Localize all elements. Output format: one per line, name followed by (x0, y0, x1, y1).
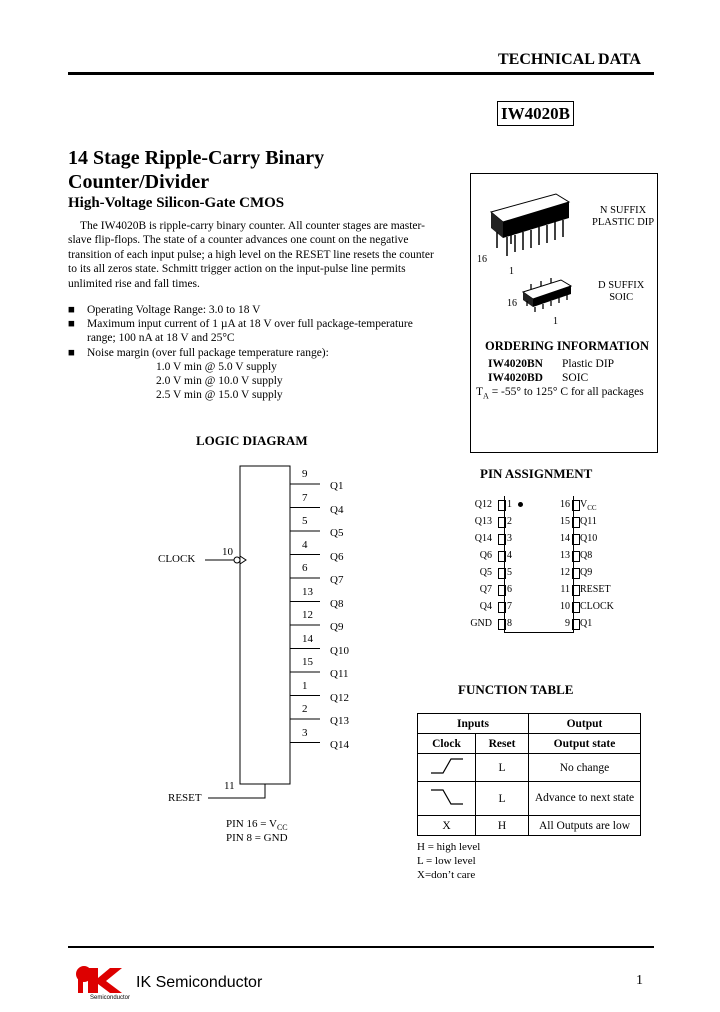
cell-clock: X (418, 816, 476, 836)
subtitle: High-Voltage Silicon-Gate CMOS (68, 195, 285, 211)
order-package: SOIC (562, 372, 589, 384)
output-name-q14: Q14 (330, 738, 349, 751)
noise-value: 2.5 V min @ 15.0 V supply (156, 389, 283, 402)
pin-number: 11 (560, 584, 570, 595)
part-number: IW4020B (497, 101, 574, 126)
pin-left-row (440, 617, 520, 631)
pin-left-row (440, 498, 520, 512)
reset-pin: 11 (224, 780, 235, 792)
cell-state: All Outputs are low (529, 816, 641, 836)
legend-item: X=don’t care (417, 869, 476, 881)
table-row (418, 782, 641, 816)
footer-rule (68, 946, 654, 948)
pin-right-row (552, 583, 632, 597)
d-suffix: D SUFFIX (598, 280, 645, 291)
description-line: unlimited rise and fall times. (68, 277, 200, 290)
col-state: Output state (529, 734, 641, 754)
n-type: PLASTIC DIP (592, 217, 655, 228)
table-legend (417, 840, 480, 882)
pin-name: Q11 (580, 516, 597, 527)
order-package: Plastic DIP (562, 358, 615, 370)
dip-pin16-label: 16 (477, 254, 487, 265)
description-line: transition of each input pulse; a high level on the RESET line resets the counter (68, 248, 434, 261)
pin-right-row (552, 532, 632, 546)
pin-stub (498, 585, 506, 596)
n-suffix: N SUFFIX (599, 205, 647, 216)
cell-reset: L (476, 782, 529, 816)
pin-stub (498, 568, 506, 579)
feature-noise: Noise margin (over full package temperature range): (87, 346, 329, 359)
dip-package-icon (477, 194, 569, 277)
pin-stub (572, 585, 580, 596)
feature-voltage: Operating Voltage Range: 3.0 to 18 V (87, 304, 261, 316)
output-name-q9: Q9 (330, 621, 344, 633)
pin-number: 7 (507, 601, 512, 612)
output-pin-q7: 6 (302, 562, 308, 574)
pin-stub (498, 500, 506, 511)
pin-left-row (440, 583, 520, 597)
header-inputs: Inputs (418, 714, 529, 734)
pin-name: GND (470, 618, 492, 629)
description (68, 219, 457, 291)
output-name-q8: Q8 (330, 597, 344, 610)
pin-name: Q10 (580, 533, 598, 544)
pin-stub (498, 534, 506, 545)
pin-stub (572, 500, 580, 511)
pin-number: 2 (507, 516, 512, 527)
title-line-2: Counter/Divider (68, 171, 210, 193)
temp-range: = -55° to 125° C for all packages (488, 386, 644, 398)
description-line: slave flip-flops. The state of a counter advances one count on the negative (68, 234, 409, 247)
header-output: Output (529, 714, 641, 734)
pin-name: V (580, 499, 588, 510)
clock-pin: 10 (222, 546, 233, 558)
noise-value: 1.0 V min @ 5.0 V supply (156, 360, 277, 373)
ordering-row (488, 357, 614, 371)
temp-note (476, 386, 644, 400)
pin-left-row (440, 549, 520, 563)
feature-current: Maximum input current of 1 µA at 18 V over full package-temperature (87, 318, 413, 331)
pin-right-row (552, 549, 632, 563)
pin-stub (498, 551, 506, 562)
pin-right-row (552, 498, 632, 512)
pin-left-row (440, 532, 520, 546)
pin-number: 13 (560, 550, 570, 561)
n-suffix-label (592, 205, 654, 229)
page-number: 1 (636, 973, 643, 988)
pin8-note: PIN 8 = GND (226, 832, 288, 844)
page-title (68, 146, 324, 194)
logic-diagram-title: LOGIC DIAGRAM (196, 433, 308, 448)
header-rule (68, 72, 654, 75)
output-name-q4: Q4 (330, 503, 344, 516)
rising-edge-icon (418, 754, 476, 782)
pin-name: Q8 (580, 550, 593, 561)
pin-number: 12 (560, 567, 570, 578)
output-name-q13: Q13 (330, 715, 349, 727)
dip-pin1-label: 1 (509, 266, 514, 277)
feature-item-cont: range; 100 nA at 18 V and 25°C (87, 332, 235, 345)
d-type: SOIC (609, 292, 634, 303)
output-name-q12: Q12 (330, 691, 349, 704)
logo-sub: Semiconductor (90, 995, 130, 1000)
output-name-q7: Q7 (330, 574, 344, 586)
output-name-q10: Q10 (330, 644, 349, 657)
pin16-note (226, 818, 288, 832)
pin-stub (498, 602, 506, 613)
pin-number: 10 (560, 601, 570, 612)
pin-right-row (552, 566, 632, 580)
function-table-title: FUNCTION TABLE (458, 682, 574, 697)
col-clock: Clock (418, 734, 476, 754)
d-suffix-label (598, 280, 644, 304)
pin-stub (498, 517, 506, 528)
order-part: IW4020BN (488, 358, 543, 370)
output-pin-q6: 4 (302, 538, 308, 551)
pin16-text: PIN 16 = V (226, 818, 277, 830)
falling-edge-icon (418, 782, 476, 816)
pin-number: 8 (507, 618, 512, 629)
temp-symbol: T (476, 386, 484, 398)
temp-sub: A (483, 391, 489, 401)
pin-right-row (552, 617, 632, 631)
table-row (418, 754, 641, 782)
pin-number: 14 (560, 533, 570, 544)
pin-stub (572, 517, 580, 528)
header-label: TECHNICAL DATA (498, 51, 641, 68)
pin-right-row (552, 515, 632, 529)
pin-name: Q14 (474, 533, 492, 544)
ordering-title: ORDERING INFORMATION (485, 339, 650, 353)
pin-left-row (440, 566, 520, 580)
cell-reset: H (476, 816, 529, 836)
output-pin-q1: 9 (302, 468, 308, 480)
description-line: to its all zeros state. Schmitt trigger action on the input-pulse line permits (68, 263, 406, 276)
table-row (418, 816, 641, 836)
pin-number: 3 (507, 533, 512, 544)
clock-label: CLOCK (158, 553, 196, 565)
pin-name: Q12 (474, 499, 492, 510)
output-pin-q12: 1 (302, 679, 308, 692)
pin-stub (572, 602, 580, 613)
package-drawings (471, 174, 655, 334)
pin-stub (572, 568, 580, 579)
legend-item: H = high level (417, 841, 481, 853)
pin-name: Q13 (474, 516, 492, 527)
pin-number: 5 (507, 567, 512, 578)
pin-number: 16 (560, 499, 570, 510)
pin-number: 6 (507, 584, 512, 595)
noise-value: 2.0 V min @ 10.0 V supply (156, 375, 283, 388)
pin-name: Q4 (479, 601, 492, 612)
pin-name: Q7 (479, 584, 492, 595)
output-name-q11: Q11 (330, 668, 349, 680)
pin-number: 1 (507, 499, 512, 510)
output-pin-q10: 14 (302, 632, 313, 645)
pin-right-row (552, 600, 632, 614)
col-reset: Reset (476, 734, 529, 754)
pin-stub (572, 619, 580, 630)
output-pin-q14: 3 (302, 726, 308, 739)
pin-number: 15 (560, 516, 570, 527)
pin-name-sub: CC (587, 504, 597, 512)
pin-stub (498, 619, 506, 630)
legend-item: L = low level (417, 855, 476, 867)
function-table (417, 713, 641, 836)
output-pin-q9: 12 (302, 609, 313, 621)
pin-name: Q9 (580, 567, 593, 578)
pin-left-row (440, 600, 520, 614)
output-pin-q4: 7 (302, 491, 308, 504)
pin-left-row (440, 515, 520, 529)
feature-item: ■ Maximum input current of 1 µA at 18 V over full package-temperature (68, 318, 413, 331)
output-name-q1: Q1 (330, 480, 344, 492)
feature-item: ■ Noise margin (over full package temperature range): (68, 346, 329, 359)
pin-name: Q6 (479, 550, 492, 561)
output-pin-q13: 2 (302, 703, 308, 715)
ordering-row (488, 371, 614, 385)
company-name: IK Semiconductor (136, 974, 263, 991)
description-line: The IW4020B is ripple-carry binary counter. All counter stages are master- (80, 220, 425, 232)
output-name-q5: Q5 (330, 527, 344, 539)
pin-stub (572, 551, 580, 562)
output-pin-q11: 15 (302, 656, 313, 668)
pin-number: 9 (565, 618, 570, 629)
ordering-list (488, 357, 614, 385)
pin-name: Q5 (479, 567, 492, 578)
pin-name: RESET (580, 584, 611, 595)
cell-state: Advance to next state (529, 782, 641, 816)
pin-name: CLOCK (580, 601, 614, 612)
pin16-sub: CC (276, 823, 288, 833)
cell-state: No change (529, 754, 641, 782)
pin-assignment-title: PIN ASSIGNMENT (480, 466, 593, 481)
counter-block (240, 466, 290, 784)
soic-pin16-label: 16 (507, 298, 517, 309)
pin-name: Q1 (580, 618, 593, 629)
feature-item: ■ Operating Voltage Range: 3.0 to 18 V (68, 304, 261, 316)
soic-pin1-label: 1 (553, 316, 558, 327)
ik-logo (74, 960, 130, 1000)
cell-reset: L (476, 754, 529, 782)
soic-package-icon (507, 278, 571, 327)
feature-list (68, 303, 458, 402)
output-pin-q8: 13 (302, 585, 313, 598)
output-pin-q5: 5 (302, 515, 308, 527)
title-line-1: 14 Stage Ripple-Carry Binary (68, 147, 325, 169)
order-part: IW4020BD (488, 372, 543, 384)
pin-stub (572, 534, 580, 545)
pin-number: 4 (507, 550, 512, 561)
output-name-q6: Q6 (330, 550, 344, 563)
reset-label: RESET (168, 792, 202, 804)
